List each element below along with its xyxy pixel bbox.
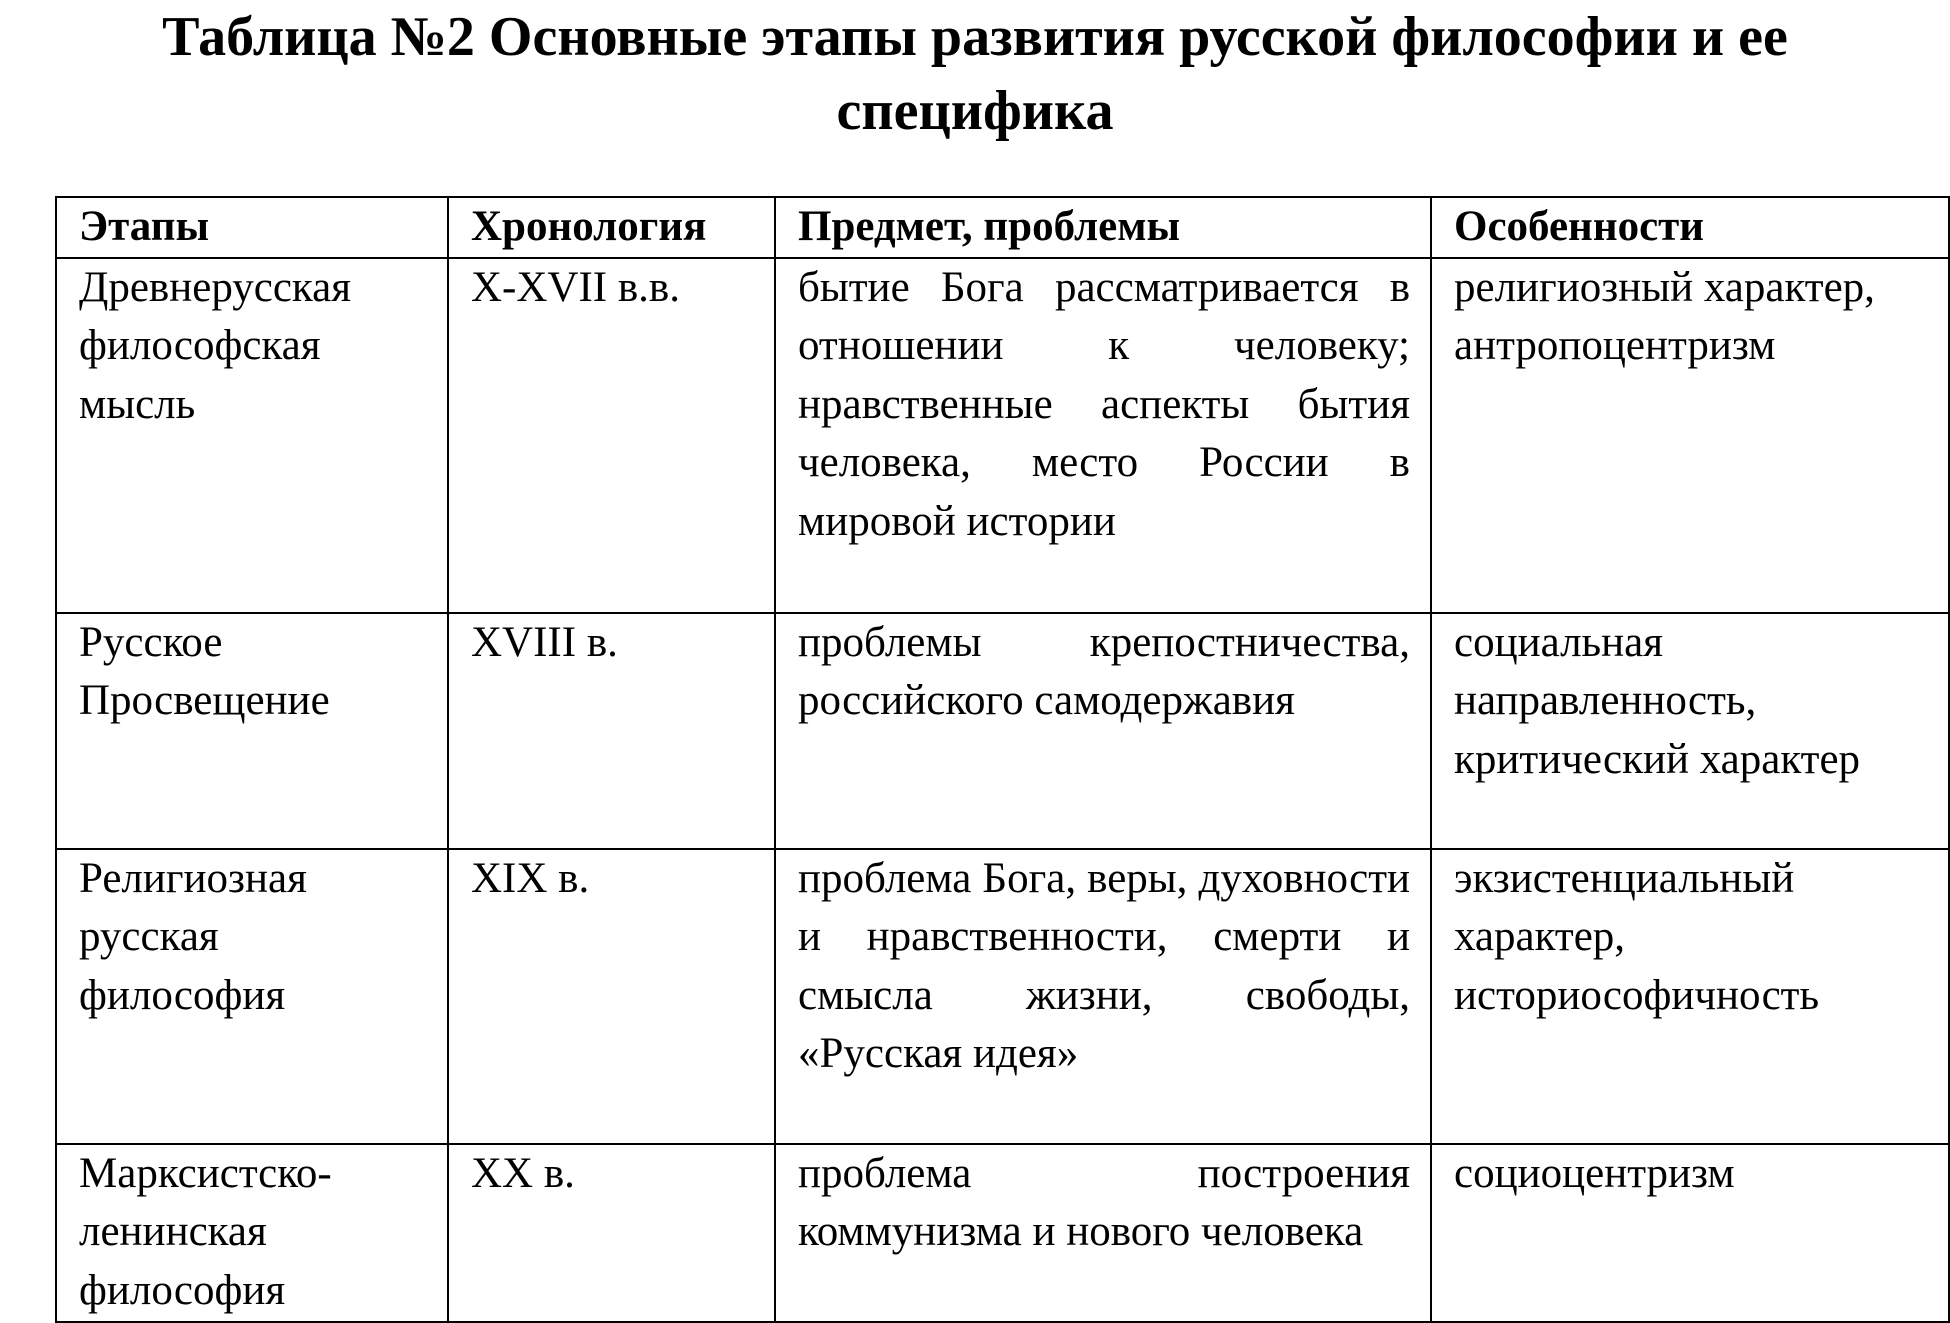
cell-chronology: X-XVII в.в. [448,258,775,613]
cell-stage: Религиозная русская философия [56,849,448,1144]
page-title [0,0,1950,148]
table-row [56,1144,1949,1322]
header-features: Особенности [1431,197,1949,258]
cell-chronology: XVIII в. [448,613,775,849]
table-header-row [56,197,1949,258]
table-row [56,613,1949,849]
cell-subject: бытие Бога рассматривается в отношении к человеку; нравственные аспекты бытия человека, место России в мировой истории [775,258,1431,613]
header-chronology: Хронология [448,197,775,258]
table-row [56,258,1949,613]
cell-subject: проблемы крепостничества, российского самодержавия [775,613,1431,849]
cell-subject: проблема Бога, веры, духовности и нравственности, смерти и смысла жизни, свободы, «Русская идея» [775,849,1431,1144]
cell-chronology: XX в. [448,1144,775,1322]
cell-features: социоцентризм [1431,1144,1949,1322]
stages-table [55,196,1950,1323]
header-subject: Предмет, проблемы [775,197,1431,258]
cell-features: экзистенциальный характер, историософичность [1431,849,1949,1144]
header-stages: Этапы [56,197,448,258]
cell-subject: проблема построения коммунизма и нового человека [775,1144,1431,1322]
cell-stage: Марксистско-ленинская философия [56,1144,448,1322]
cell-stage: Древнерусская философская мысль [56,258,448,613]
table-row [56,849,1949,1144]
cell-stage: Русское Просвещение [56,613,448,849]
cell-chronology: XIX в. [448,849,775,1144]
cell-features: религиозный характер, антропоцентризм [1431,258,1949,613]
page-title-line-2: специфика [836,80,1114,142]
page-title-line-1: Таблица №2 Основные этапы развития русской философии и ее [162,6,1788,68]
cell-features: социальная направленность, критический характер [1431,613,1949,849]
